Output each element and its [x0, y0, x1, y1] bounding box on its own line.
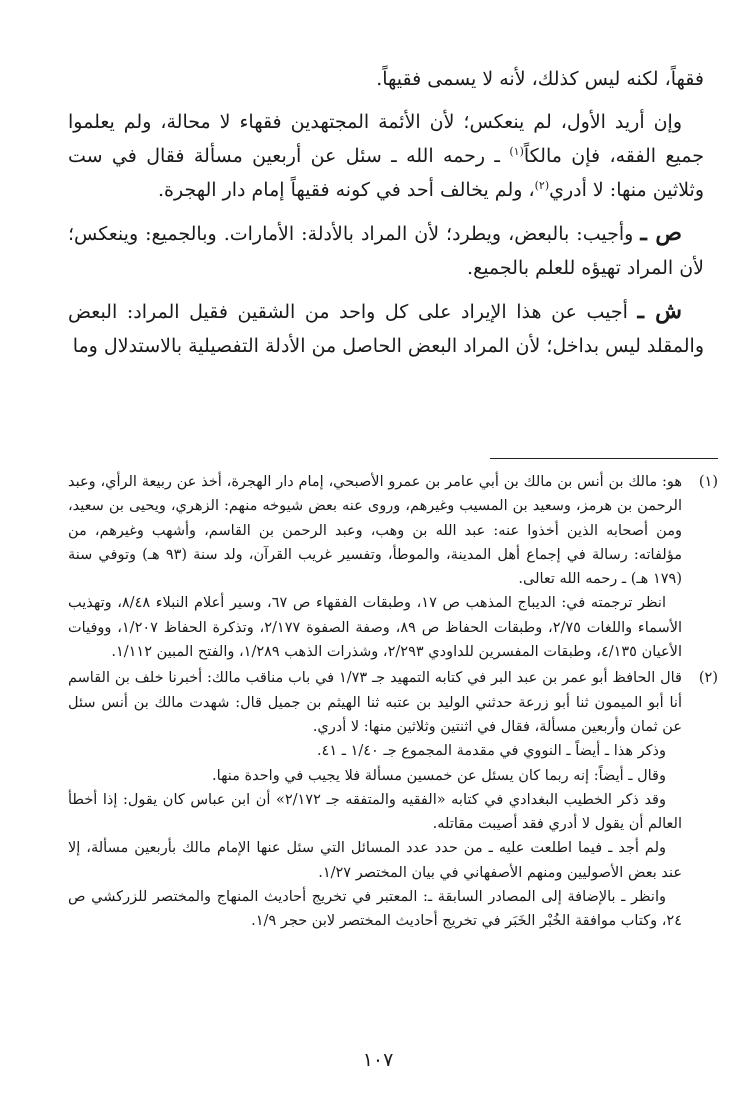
paragraph-4-text: أجيب عن هذا الإيراد على كل واحد من الشقين فقيل المراد: البعض والمقلد ليس بداخل؛ لأن المراد البعض الحاصل من الأدلة التفصيلية بالاستدلال وما — [68, 301, 704, 357]
footnote-2-paragraph: وقال ـ أيضاً: إنه ربما كان يسئل عن خمسين مسألة فلا يجيب في واحدة منها. — [212, 767, 666, 784]
footnote-ref-1[interactable]: (١) — [509, 145, 524, 158]
paragraph-2-part-b: ـ رحمه الله ـ سئل عن أربعين مسألة فقال في ست وثلاثين منها: لا أدري — [68, 145, 704, 201]
footnote-2-paragraph: وانظر ـ بالإضافة إلى المصادر السابقة ـ: المعتبر في تخريج أحاديث المنهاج والمختصر للزركشي ص ٢٤، وكتاب موافقة الخُبْر الخَبَر في تخريج أحاديث المختصر لابن حجر ١/٩. — [68, 889, 682, 930]
footnote-1-paragraph: هو: مالك بن أنس بن مالك بن أبي عامر بن عمرو الأصبحي، إمام دار الهجرة، أخذ عن ربيعة الرأي، وعبد الرحمن بن هرمز، وسعيد بن المسيب وغيرهم، وروى عنه بعض شيوخه منهم: الزهري، ويحيى بن سعيد، ومن أصحابه الذين أخذوا عنه: عبد الله بن وهب، وعبد الرحمن بن القاسم، وأشهب وغيرهم، من مؤلفاته: رسالة في إجماع أهل المدينة، والموطأ، وتفسير غريب القرآن، ولد سنة (٩٣ هـ) وتوفي سنة (١٧٩ هـ) ـ رحمه الله تعالى. — [68, 474, 682, 588]
footnote-separator — [490, 458, 718, 459]
paragraph-4 — [68, 294, 704, 363]
footnote-2-paragraph: قال الحافظ أبو عمر بن عبد البر في كتابه التمهيد جـ ١/٧٣ في باب مناقب مالك: أخبرنا خلف بن القاسم أنا أبو الميمون ثنا أبو زرعة حدثني الوليد بن عتبه ثنا الهيثم بن جميل قال: شهدت مالك بن أنس سئل عن ثمان وأربعين مسألة، فقال في اثنتين وثلاثين منها: لا أدري. — [68, 670, 682, 735]
paragraph-2-part-c: ، ولم يخالف أحد في كونه فقيهاً إمام دار الهجرة. — [157, 179, 535, 201]
paragraph-1: فقهاً، لكنه ليس كذلك، لأنه لا يسمى فقيهاً. — [376, 68, 704, 90]
footnote-2 — [68, 666, 718, 933]
footnote-2-paragraph: وذكر هذا ـ أيضاً ـ النووي في مقدمة المجموع جـ ١/٤٠ ـ ٤١. — [316, 743, 666, 760]
footnote-2-number: (٢) — [698, 670, 718, 687]
page-body — [68, 62, 718, 930]
footnote-2-paragraph: ولم أجد ـ فيما اطلعت عليه ـ من حدد عدد المسائل التي سئل عنها الإمام مالك بأربعين مسألة، إلا عند بعض الأصوليين ومنهم الأصفهاني في بيان المختصر ١/٢٧. — [68, 840, 682, 881]
footnote-1-paragraph: انظر ترجمته في: الديباج المذهب ص ١٧، وطبقات الفقهاء ص ٦٧، وسير أعلام النبلاء ٨/٤٨، وتهذيب الأسماء واللغات ٢/٧٥، وطبقات الحفاظ ص ٨٩، وصفة الصفوة ٢/١٧٧، وتذكرة الحفاظ ١/٢٠٧، ووفيات الأعيان ٤/١٣٥، وطبقات المفسرين للداودي ٢/٢٩٣، وشذرات الذهب ١/٢٨٩، والفتح المبين ١/١١٢. — [68, 595, 682, 661]
footnote-2-paragraph: وقد ذكر الخطيب البغدادي في كتابه «الفقيه والمتفقه جـ ٢/١٧٢» أن ابن عباس كان يقول: إذا أخطأ العالم أن يقول لا أدري فقد أصيبت مقاتله. — [68, 791, 682, 833]
paragraph-3-lead-marker: ص ـ — [640, 220, 682, 246]
paragraph-4-lead-marker: ش ـ — [637, 298, 682, 324]
paragraph-2 — [68, 105, 704, 207]
footnote-1 — [68, 470, 718, 664]
footnote-ref-2[interactable]: (٢) — [534, 179, 550, 192]
paragraph-2-part-a: وإن أريد الأول، لم ينعكس؛ لأن الأئمة المجتهدين فقهاء لا محالة، ولم يعلموا جميع الفقه، فإن مالكاً — [68, 111, 705, 167]
main-text — [68, 62, 704, 363]
footnote-1-number: (١) — [698, 474, 718, 490]
footnote-2-body — [68, 666, 682, 933]
page-number: ١٠٧ — [362, 1049, 394, 1071]
footnotes — [68, 470, 718, 936]
paragraph-3-text: وأجيب: بالبعض، ويطرد؛ لأن المراد بالأدلة: الأمارات. وبالجميع: وينعكس؛ لأن المراد تهيؤه للعلم بالجميع. — [68, 223, 704, 279]
paragraph-3 — [68, 216, 704, 285]
footnote-1-body — [68, 470, 682, 664]
